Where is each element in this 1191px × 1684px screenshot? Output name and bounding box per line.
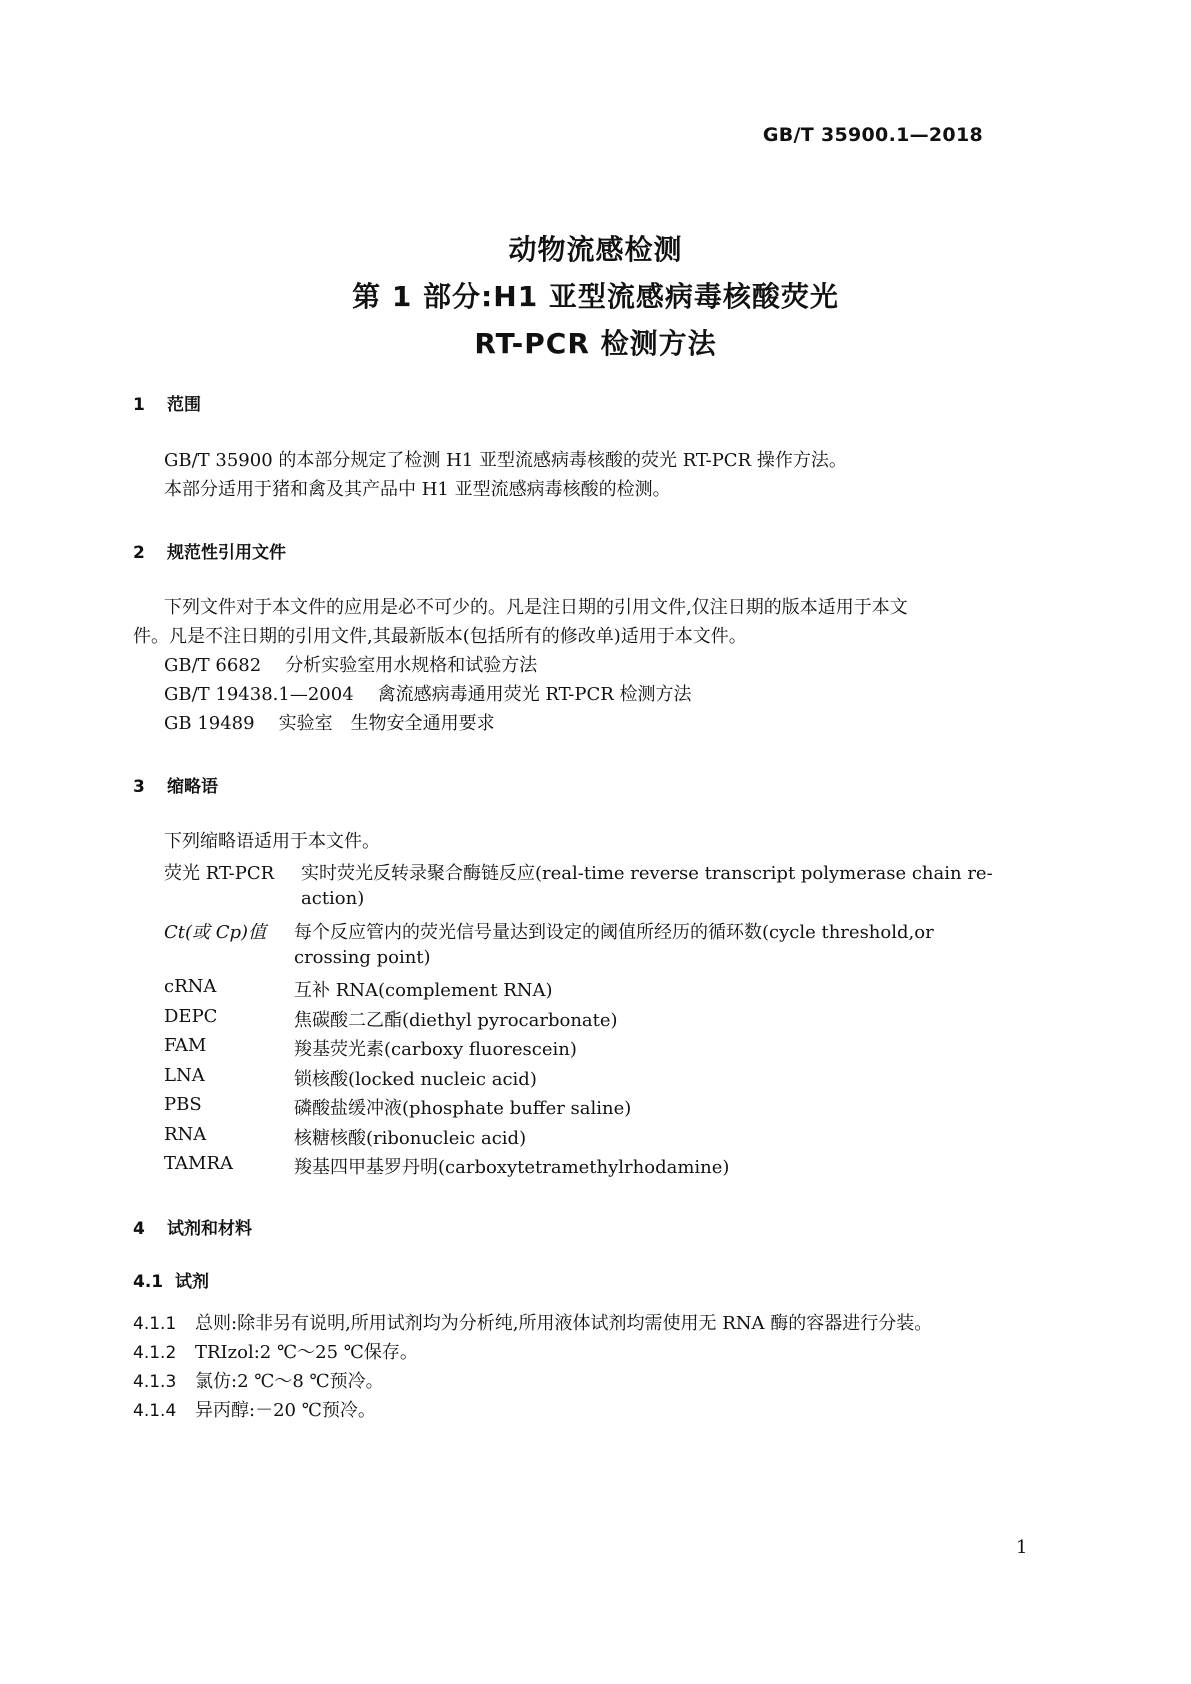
- scope-paragraph-1: GB/T 35900 的本部分规定了检测 H1 亚型流感病毒核酸的荧光 RT-PCR 操作方法。: [164, 450, 847, 471]
- document-title-line1: 动物流感检测: [508, 233, 683, 266]
- reagent-item: [133, 1396, 376, 1422]
- item-text: TRIzol:2 ℃～25 ℃保存。: [195, 1342, 418, 1363]
- abbr-definition: 互补 RNA(complement RNA): [294, 980, 553, 1001]
- item-number: 4.1.1: [133, 1314, 177, 1334]
- abbr-term: 荧光 RT-PCR: [164, 863, 275, 884]
- abbr-definition-continued: crossing point): [294, 947, 431, 968]
- abbreviations-intro: 下列缩略语适用于本文件。: [164, 831, 380, 852]
- section-heading-normative-references: [133, 538, 286, 563]
- subsection-heading-reagents: [133, 1267, 209, 1292]
- reference-item: [164, 708, 495, 739]
- abbr-term: TAMRA: [164, 1153, 234, 1174]
- abbr-definition: 焦碳酸二乙酯(diethyl pyrocarbonate): [294, 1010, 618, 1031]
- abbr-term: Ct(或 Cp)值: [164, 922, 267, 943]
- reagent-item: [133, 1309, 932, 1335]
- item-text: 总则:除非另有说明,所用试剂均为分析纯,所用液体试剂均需使用无 RNA 酶的容器进行分装。: [195, 1313, 933, 1334]
- scope-paragraph-2: 本部分适用于猪和禽及其产品中 H1 亚型流感病毒核酸的检测。: [164, 479, 671, 500]
- reference-item: [164, 650, 537, 681]
- reagent-item: [133, 1367, 384, 1393]
- reference-code: GB/T 6682: [164, 655, 262, 676]
- subsection-title: 试剂: [175, 1272, 209, 1292]
- abbr-term: LNA: [164, 1065, 205, 1086]
- abbr-definition: 每个反应管内的荧光信号量达到设定的阈值所经历的循环数(cycle threshold,or: [294, 922, 934, 943]
- abbr-term: RNA: [164, 1124, 207, 1145]
- section-number: 4: [133, 1219, 145, 1239]
- abbr-term: FAM: [164, 1035, 207, 1056]
- abbr-definition: 羧基荧光素(carboxy fluorescein): [294, 1039, 577, 1060]
- references-intro-line2: 件。凡是不注日期的引用文件,其最新版本(包括所有的修改单)适用于本文件。: [133, 626, 747, 647]
- section-title: 规范性引用文件: [167, 543, 286, 563]
- reference-code: GB/T 19438.1—2004: [164, 684, 354, 705]
- reagent-item: [133, 1338, 418, 1364]
- item-number: 4.1.4: [133, 1401, 177, 1421]
- item-number: 4.1.3: [133, 1372, 177, 1392]
- document-title-line3: RT-PCR 检测方法: [474, 327, 717, 360]
- item-number: 4.1.2: [133, 1343, 177, 1363]
- section-number: 2: [133, 543, 145, 563]
- item-text: 氯仿:2 ℃～8 ℃预冷。: [195, 1371, 384, 1392]
- section-heading-abbreviations: [133, 772, 218, 797]
- abbr-definition: 羧基四甲基罗丹明(carboxytetramethylrhodamine): [294, 1157, 730, 1178]
- item-text: 异丙醇:－20 ℃预冷。: [195, 1400, 376, 1421]
- section-number: 1: [133, 395, 145, 415]
- section-title: 范围: [167, 395, 201, 415]
- references-intro-line1: 下列文件对于本文件的应用是必不可少的。凡是注日期的引用文件,仅注日期的版本适用于本文: [164, 597, 908, 618]
- abbr-definition: 核糖核酸(ribonucleic acid): [294, 1128, 527, 1149]
- abbr-term: PBS: [164, 1094, 202, 1115]
- section-title: 试剂和材料: [167, 1219, 252, 1239]
- section-number: 3: [133, 777, 145, 797]
- reference-item: [164, 679, 692, 710]
- abbr-definition-continued: action): [301, 888, 365, 909]
- abbr-definition: 实时荧光反转录聚合酶链反应(real-time reverse transcript polymerase chain re-: [301, 863, 993, 884]
- section-heading-reagents-materials: [133, 1214, 252, 1239]
- section-heading-scope: [133, 390, 201, 415]
- reference-title: 实验室 生物安全通用要求: [278, 713, 495, 734]
- abbr-term: cRNA: [164, 976, 217, 997]
- document-title-line2: 第 1 部分:H1 亚型流感病毒核酸荧光: [352, 280, 839, 313]
- page-number: 1: [1016, 1537, 1028, 1558]
- abbr-definition: 磷酸盐缓冲液(phosphate buffer saline): [294, 1098, 632, 1119]
- reference-title: 分析实验室用水规格和试验方法: [285, 655, 538, 676]
- section-title: 缩略语: [167, 777, 218, 797]
- abbr-term: DEPC: [164, 1006, 218, 1027]
- standard-code: GB/T 35900.1—2018: [762, 124, 983, 146]
- subsection-number: 4.1: [133, 1272, 164, 1292]
- reference-code: GB 19489: [164, 713, 255, 734]
- abbr-definition: 锁核酸(locked nucleic acid): [294, 1069, 537, 1090]
- reference-title: 禽流感病毒通用荧光 RT-PCR 检测方法: [377, 684, 692, 705]
